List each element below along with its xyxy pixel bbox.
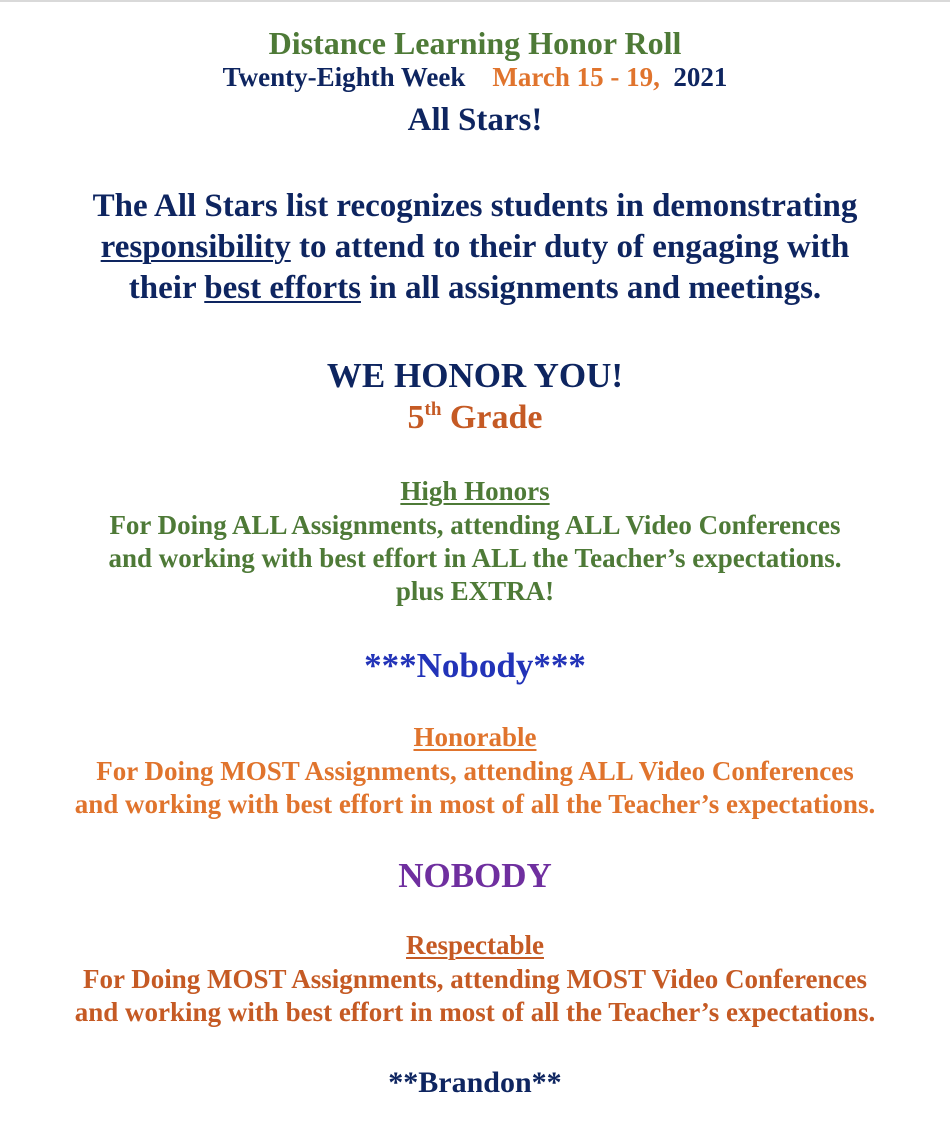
we-honor-heading: WE HONOR YOU! [326, 356, 624, 395]
honorable-desc-line: For Doing MOST Assignments, attending ALL Video Conferences [96, 756, 854, 786]
grade-number: 5 [407, 399, 425, 436]
responsibility-underlined: responsibility [100, 229, 291, 265]
document-title: Distance Learning Honor Roll [268, 25, 682, 61]
high-honors-students: ***Nobody*** [364, 646, 586, 685]
intro-line-2 [0, 231, 950, 264]
top-divider [0, 0, 950, 2]
intro-line-3-start: their [128, 270, 205, 306]
intro-line-3 [0, 272, 950, 305]
respectable-desc-line: and working with best effort in most of all the Teacher’s expectations. [74, 997, 876, 1027]
high-honors-desc-line: For Doing ALL Assignments, attending ALL Video Conferences [109, 510, 841, 540]
honorable-students: NOBODY [398, 856, 552, 895]
best-efforts-underlined: best efforts [204, 270, 361, 306]
week-line [0, 64, 950, 91]
date-range: March 15 - 19, [492, 62, 660, 92]
all-stars-heading: All Stars! [407, 102, 543, 138]
year-label: 2021 [673, 62, 728, 92]
respectable-title: Respectable [406, 930, 544, 960]
grade-label: Grade [441, 399, 543, 436]
high-honors-desc-line: and working with best effort in ALL the Teacher’s expectations. [108, 543, 842, 573]
intro-line-2-rest: to attend to their duty of engaging with [290, 229, 850, 265]
honorable-desc-line: and working with best effort in most of all the Teacher’s expectations. [74, 789, 876, 819]
respectable-desc-line: For Doing MOST Assignments, attending MOST Video Conferences [82, 964, 868, 994]
intro-line-3-rest: in all assignments and meetings. [360, 270, 822, 306]
week-label: Twenty-Eighth Week [222, 62, 466, 92]
honorable-title: Honorable [413, 722, 537, 752]
high-honors-title: High Honors [400, 476, 550, 506]
respectable-students: **Brandon** [388, 1066, 562, 1099]
grade-heading [0, 401, 950, 435]
high-honors-desc-line: plus EXTRA! [395, 576, 555, 606]
grade-suffix: th [424, 399, 442, 420]
intro-line-1: The All Stars list recognizes students in demonstrating [92, 188, 858, 224]
